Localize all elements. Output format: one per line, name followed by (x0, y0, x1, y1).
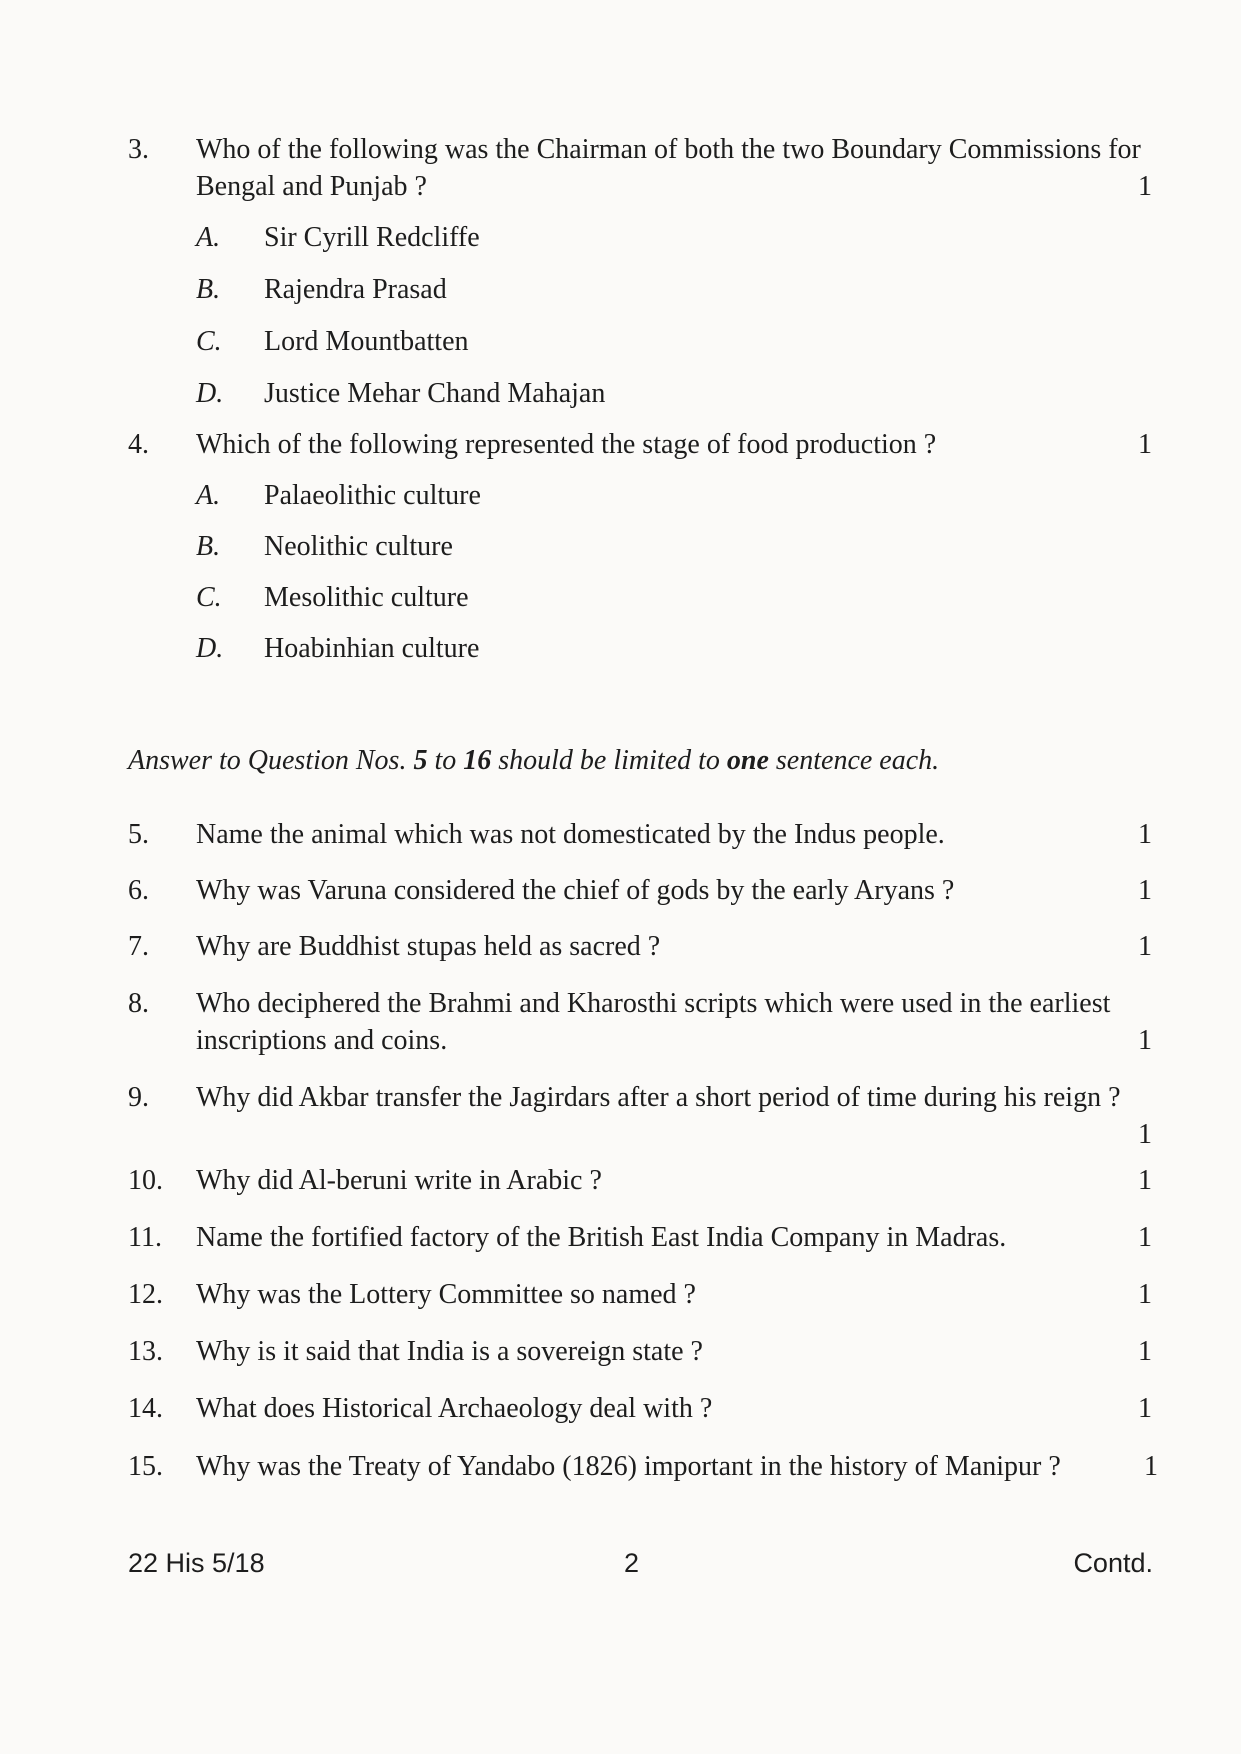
instruction-text: Answer to Question Nos. (128, 745, 414, 776)
instruction-from: 5 (413, 745, 428, 776)
question-text: Why is it said that India is a sovereign state ? (196, 1336, 703, 1367)
question-text: Who of the following was the Chairman of both the two Boundary Commissions for Bengal and Punjab ? (196, 134, 1141, 202)
question-marks: 1 (1138, 819, 1152, 850)
question-text: Why was Varuna considered the chief of gods by the early Aryans ? (196, 875, 955, 906)
question-marks: 1 (1138, 1279, 1152, 1310)
option-letter: A. (196, 480, 221, 511)
question-number: 6. (128, 875, 149, 906)
option-letter: C. (196, 582, 222, 613)
option-letter: A. (196, 222, 221, 253)
question-number: 13. (128, 1336, 163, 1367)
question-number: 14. (128, 1393, 163, 1424)
question-text: Name the fortified factory of the British East India Company in Madras. (196, 1222, 1007, 1253)
instruction-to: 16 (463, 745, 492, 776)
question-text: What does Historical Archaeology deal with ? (196, 1393, 713, 1424)
option-text: Neolithic culture (264, 531, 453, 562)
option-text: Rajendra Prasad (264, 274, 447, 305)
question-number: 4. (128, 429, 149, 460)
option-text: Mesolithic culture (264, 582, 469, 613)
question-number: 10. (128, 1165, 163, 1196)
instruction-text: sentence each. (768, 745, 940, 776)
question-marks: 1 (1138, 1119, 1152, 1150)
option-text: Hoabinhian culture (264, 633, 480, 664)
instruction-text: to (427, 745, 464, 776)
question-text: Why did Al-beruni write in Arabic ? (196, 1165, 602, 1196)
question-number: 9. (128, 1082, 149, 1113)
question-number: 5. (128, 819, 149, 850)
question-text: Why are Buddhist stupas held as sacred ? (196, 931, 661, 962)
question-text: Why was the Lottery Committee so named ? (196, 1279, 696, 1310)
instruction-text: should be limited to (491, 745, 727, 776)
continued-label: Contd. (1073, 1548, 1153, 1578)
question-marks: 1 (1138, 1393, 1152, 1424)
question-text: Name the animal which was not domesticated by the Indus people. (196, 819, 945, 850)
question-text: Who deciphered the Brahmi and Kharosthi scripts which were used in the earliest inscriptions and coins. (196, 988, 1111, 1056)
option-text: Sir Cyrill Redcliffe (264, 222, 480, 253)
option-text: Justice Mehar Chand Mahajan (264, 378, 606, 409)
question-number: 7. (128, 931, 149, 962)
question-number: 15. (128, 1451, 163, 1482)
option-letter: D. (196, 633, 224, 664)
question-marks: 1 (1138, 1336, 1152, 1367)
question-number: 12. (128, 1279, 163, 1310)
question-marks: 1 (1138, 931, 1152, 962)
question-number: 3. (128, 134, 149, 165)
option-text: Palaeolithic culture (264, 480, 481, 511)
question-marks: 1 (1144, 1451, 1158, 1482)
question-marks: 1 (1138, 171, 1152, 202)
page-number: 2 (624, 1548, 640, 1578)
option-letter: D. (196, 378, 224, 409)
instruction-emphasis: one (726, 745, 769, 776)
section-instruction (128, 742, 939, 779)
question-text: Which of the following represented the stage of food production ? (196, 429, 937, 460)
question-marks: 1 (1138, 429, 1152, 460)
question-text: Why did Akbar transfer the Jagirdars after a short period of time during his reign ? (196, 1082, 1121, 1113)
paper-code: 22 His 5/18 (128, 1548, 265, 1578)
question-text: Why was the Treaty of Yandabo (1826) important in the history of Manipur ? (196, 1451, 1061, 1482)
option-letter: B. (196, 274, 221, 305)
question-marks: 1 (1138, 1165, 1152, 1196)
option-letter: B. (196, 531, 221, 562)
option-letter: C. (196, 326, 222, 357)
question-number: 8. (128, 988, 149, 1019)
question-marks: 1 (1138, 1025, 1152, 1056)
question-marks: 1 (1138, 1222, 1152, 1253)
question-marks: 1 (1138, 875, 1152, 906)
question-number: 11. (128, 1222, 162, 1253)
option-text: Lord Mountbatten (264, 326, 469, 357)
